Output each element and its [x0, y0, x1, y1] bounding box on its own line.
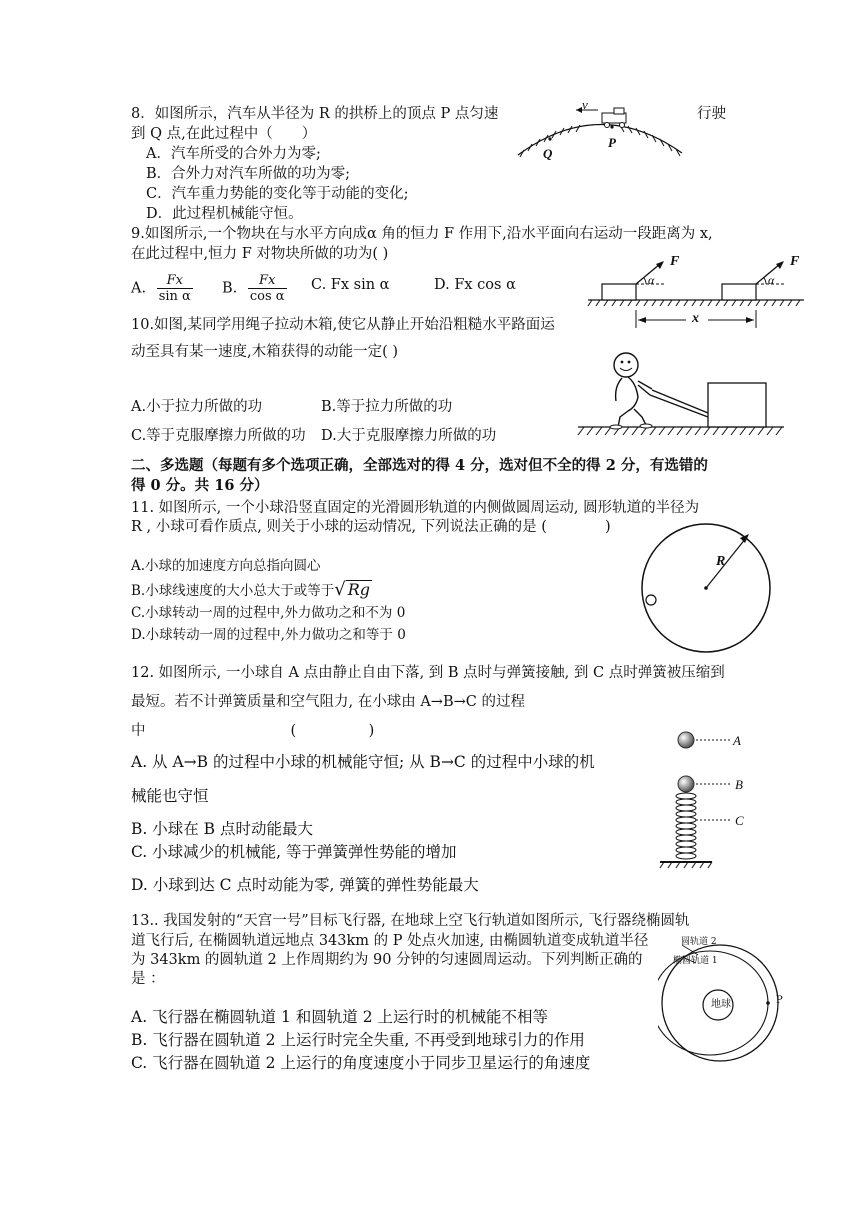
q8-stem-line2: 到 Q 点,在此过程中（ ）	[131, 126, 317, 142]
q12-stem-line1: 12. 如图所示, 一小球自 A 点由静止自由下落, 到 B 点时与弹簧接触, 到 C 点时弹簧被压缩到	[131, 665, 725, 681]
q9-option-b-fraction	[248, 273, 287, 304]
q12-option-b: B. 小球在 B 点时动能最大	[131, 820, 313, 838]
q11-radius-label: R	[716, 554, 726, 569]
q8-point-q-label: Q	[543, 146, 553, 161]
q10-option-d: D.大于克服摩擦力所做的功	[321, 428, 497, 444]
q13-option-c: C. 飞行器在圆轨道 2 上运行的角度速度小于同步卫星运行的角速度	[131, 1054, 591, 1072]
q10-option-a: A.小于拉力所做的功	[131, 399, 263, 415]
q13-point-p-label: P	[776, 995, 783, 1006]
q9-option-a	[131, 273, 193, 304]
q11-stem-line2: R , 小球可看作质点, 则关于小球的运动情况, 下列说法正确的是 ( )	[131, 519, 611, 535]
q12-point-a-label: A	[733, 733, 741, 748]
q13-stem-line4: 是 ：	[131, 971, 165, 987]
q12-option-a-line2: 械能也守恒	[131, 787, 209, 805]
q10-option-b: B.等于拉力所做的功	[321, 399, 453, 415]
q12-point-c-label: C	[735, 813, 744, 828]
q9-option-d: D. Fx cos α	[434, 277, 516, 293]
q12-stem-line3: 中 ( )	[131, 723, 375, 739]
q13-orbit2-label: 圆轨道 2	[681, 937, 717, 947]
q9-option-a-fraction	[157, 273, 193, 304]
q13-orbit1-label: 椭圆轨道 1	[673, 956, 718, 966]
q11-circular-track-figure	[638, 516, 778, 656]
q9-force-label-2: F	[790, 254, 800, 269]
q9-option-a-label: A.	[131, 280, 147, 297]
q8-option-b: B．合外力对汽车所做的功为零;	[146, 166, 351, 182]
q8-arch-bridge-figure	[510, 95, 690, 165]
q10-stem-line2: 动至具有某一速度,木箱获得的动能一定( )	[131, 344, 399, 360]
q12-option-d: D. 小球到达 C 点时动能为零, 弹簧的弹性势能最大	[131, 876, 479, 894]
q13-stem-line3: 为 343km 的圆轨道 2 上作周期约为 90 分钟的匀速圆周运动。下列判断正确的	[131, 952, 643, 968]
q8-stem-line1-tail: 行驶	[697, 106, 726, 122]
q13-stem-line1: 13.. 我国发射的“天宫一号”目标飞行器, 在地球上空飞行轨道如图所示, 飞行器绕椭圆轨	[131, 913, 690, 929]
q11-stem-line1: 11. 如图所示, 一个小球沿竖直固定的光滑圆形轨道的内侧做圆周运动, 圆形轨道的半径为	[131, 500, 700, 516]
q8-option-d: D．此过程机械能守恒。	[146, 206, 303, 222]
q13-option-b: B. 飞行器在圆轨道 2 上运行时完全失重, 不再受到地球引力的作用	[131, 1031, 585, 1049]
q10-option-c: C.等于克服摩擦力所做的功	[131, 428, 306, 444]
q8-velocity-label: v	[582, 97, 588, 112]
q9-stem-line2: 在此过程中,恒力 F 对物块所做的功为( )	[131, 246, 389, 262]
q9-angle-label-1: α	[648, 273, 655, 287]
q8-stem-line1: 8．如图所示，汽车从半径为 R 的拱桥上的顶点 P 点匀速	[131, 106, 499, 122]
q12-spring-ball-figure	[652, 722, 762, 872]
q9-option-b-label: B.	[222, 280, 238, 297]
q9-option-b	[222, 273, 287, 304]
q11-option-c: C.小球转动一周的过程中,外力做功之和不为 0	[131, 605, 406, 621]
q9-option-b-numerator: Fx	[248, 273, 287, 289]
q13-stem-line2: 道飞行后, 在椭圆轨道远地点 343km 的 P 处点火加速, 由椭圆轨道变成轨道半径	[131, 933, 649, 949]
q11-option-a: A.小球的加速度方向总指向圆心	[131, 558, 321, 574]
section2-header-line1: 二、多选题（每题有多个选项正确，全部选对的得 4 分，选对但不全的得 2 分，有选错的	[131, 457, 708, 474]
q8-option-a: A．汽车所受的合外力为零;	[146, 146, 321, 162]
q12-option-a-line1: A. 从 A→B 的过程中小球的机械能守恒; 从 B→C 的过程中小球的机	[131, 753, 595, 771]
q12-option-c: C. 小球减少的机械能, 等于弹簧弹性势能的增加	[131, 843, 457, 861]
q9-force-label-1: F	[670, 254, 680, 269]
q9-option-a-numerator: Fx	[157, 273, 193, 289]
q8-option-c: C．汽车重力势能的变化等于动能的变化;	[146, 186, 409, 202]
q8-point-p-label: P	[608, 135, 616, 150]
q9-angle-label-2: α	[768, 273, 775, 287]
q9-option-c: C. Fx sin α	[311, 277, 390, 293]
q9-option-a-denominator: sin α	[158, 289, 191, 304]
q9-option-b-denominator: cos α	[249, 289, 285, 304]
q11-option-b-sqrt: Rg	[347, 580, 370, 599]
q12-stem-line2: 最短。若不计弹簧质量和空气阻力, 在小球由 A→B→C 的过程	[131, 694, 525, 710]
q11-option-b-text: B.小球线速度的大小总大于或等于	[131, 583, 335, 599]
q11-option-b: B.小球线速度的大小总大于或等于√ Rg	[131, 579, 370, 600]
section2-header-line2: 得 0 分。共 16 分）	[131, 477, 269, 494]
q13-earth-label: 地球	[711, 999, 731, 1010]
q10-person-pulling-box-figure	[576, 345, 786, 440]
q12-point-b-label: B	[735, 777, 743, 792]
q13-option-a: A. 飞行器在椭圆轨道 1 和圆轨道 2 上运行时的机械能不相等	[131, 1008, 548, 1026]
q9-stem-line1: 9.如图所示,一个物块在与水平方向成α 角的恒力 F 作用下,沿水平面向右运动一段距离为 x,	[131, 226, 713, 242]
q9-distance-label: x	[692, 311, 699, 326]
q10-stem-line1: 10.如图,某同学用绳子拉动木箱,使它从静止开始沿粗糙水平路面运	[131, 317, 555, 333]
q11-option-d: D.小球转动一周的过程中,外力做功之和等于 0	[131, 627, 406, 643]
